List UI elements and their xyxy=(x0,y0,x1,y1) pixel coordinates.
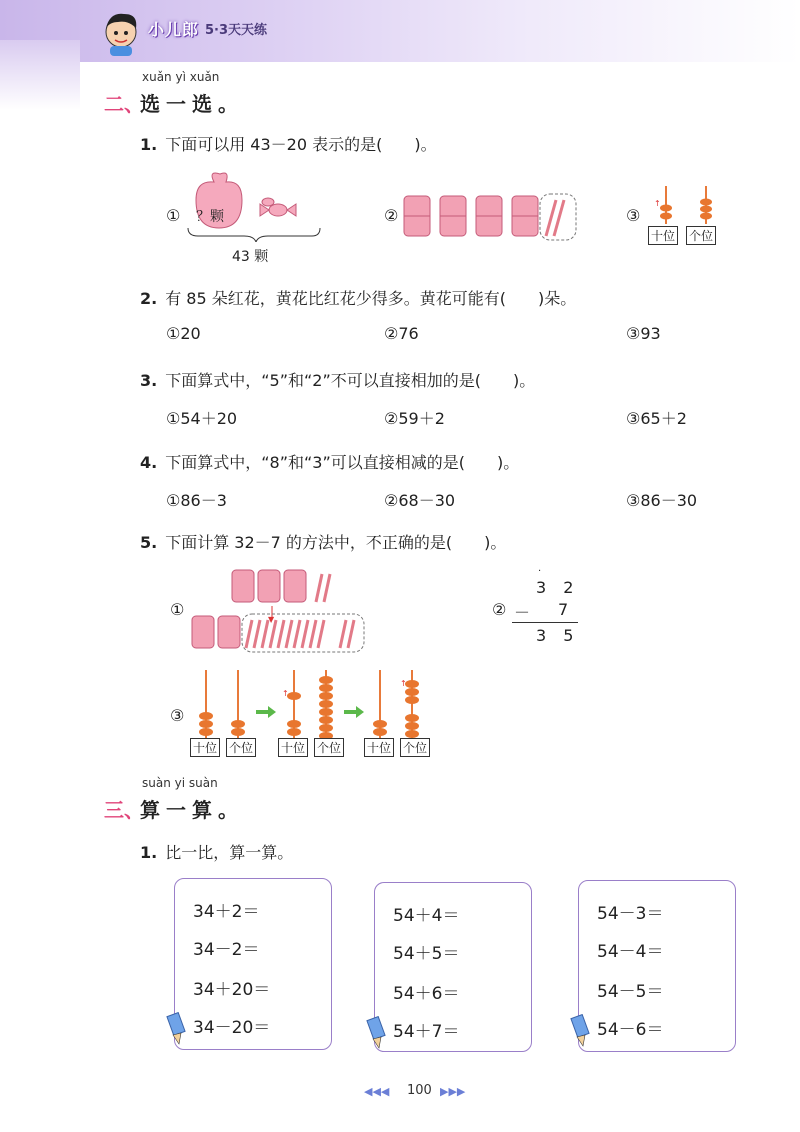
svg-text:↑: ↑ xyxy=(282,689,289,698)
tens-label-a: 十位 xyxy=(190,738,220,757)
equation[interactable]: 34－20＝ xyxy=(193,1018,271,1038)
header-fade xyxy=(0,40,80,110)
svg-text:↑: ↑ xyxy=(400,679,407,688)
q3-option-1[interactable]: ①54＋20 xyxy=(166,409,238,428)
question-number: 1. xyxy=(140,135,158,154)
equation[interactable]: 54－3＝ xyxy=(597,904,664,924)
calc-box-1 xyxy=(174,878,332,1050)
section3-pinyin: suàn yi suàn xyxy=(142,776,218,790)
q2-option-2[interactable]: ②76 xyxy=(384,324,419,343)
equation[interactable]: 54＋5＝ xyxy=(393,944,460,964)
question-text: 有 85 朵红花，黄花比红花少得多。黄花可能有( )朵。 xyxy=(165,289,577,308)
q1-option3-marker[interactable]: ③ xyxy=(626,206,641,225)
q5-option2-marker[interactable]: ② xyxy=(492,600,507,619)
question-number: 4. xyxy=(140,453,158,472)
question-text: 下面算式中，“8”和“3”可以直接相减的是( )。 xyxy=(165,453,520,472)
question-4 xyxy=(140,450,519,473)
bag-caption: 43 颗 xyxy=(232,249,269,265)
equation[interactable]: 54－4＝ xyxy=(597,942,664,962)
question-number: 1. xyxy=(140,843,158,862)
calc-box-3 xyxy=(578,880,736,1052)
q3-option-3[interactable]: ③65＋2 xyxy=(626,409,687,428)
section3-question-1 xyxy=(140,840,293,863)
abacus-q1 xyxy=(648,186,724,226)
q4-option-1[interactable]: ①86－3 xyxy=(166,491,227,510)
q4-option-2[interactable]: ②68－30 xyxy=(384,491,456,510)
equation[interactable]: 54＋6＝ xyxy=(393,984,460,1004)
question-2 xyxy=(140,286,576,309)
ones-label-b: 个位 xyxy=(314,738,344,757)
q2-option-1[interactable]: ①20 xyxy=(166,324,201,343)
question-text: 下面计算 32－7 的方法中，不正确的是( )。 xyxy=(165,533,507,552)
section2-pinyin: xuǎn yì xuǎn xyxy=(142,70,220,84)
vertical-line xyxy=(512,622,578,623)
q5-option3-marker[interactable]: ③ xyxy=(170,706,185,725)
svg-text:↑: ↑ xyxy=(654,199,661,208)
tens-label: 十位 xyxy=(648,226,678,245)
question-3 xyxy=(140,368,535,391)
ones-label-a: 个位 xyxy=(226,738,256,757)
vertical-subtrahend: 7 xyxy=(558,600,569,619)
sticks-regroup-illustration xyxy=(188,566,368,656)
pencil-icon xyxy=(164,1012,190,1046)
equation[interactable]: 34－2＝ xyxy=(193,940,260,960)
question-text: 比一比，算一算。 xyxy=(165,843,294,862)
equation[interactable]: 34＋20＝ xyxy=(193,980,271,1000)
equation[interactable]: 54－5＝ xyxy=(597,982,664,1002)
borrow-dot: · xyxy=(538,566,542,577)
equation[interactable]: 54＋7＝ xyxy=(393,1022,460,1042)
q5-option1-marker[interactable]: ① xyxy=(170,600,185,619)
question-text: 下面算式中，“5”和“2”不可以直接相加的是( )。 xyxy=(165,371,536,390)
question-number: 3. xyxy=(140,371,158,390)
q3-option-2[interactable]: ②59＋2 xyxy=(384,409,445,428)
vertical-top: 3 2 xyxy=(536,578,580,597)
question-text: 下面可以用 43－20 表示的是( )。 xyxy=(165,135,437,154)
pencil-icon xyxy=(364,1016,390,1050)
question-1 xyxy=(140,132,437,155)
q1-option2-marker[interactable]: ② xyxy=(384,206,399,225)
equation[interactable]: 54－6＝ xyxy=(597,1020,664,1040)
vertical-minus: － xyxy=(514,603,531,622)
boy-mascot-icon xyxy=(98,8,144,58)
brand-title: 小儿郎 xyxy=(148,20,200,39)
bag-label: ？颗 xyxy=(196,209,224,225)
pencil-icon xyxy=(568,1014,594,1048)
tens-label-c: 十位 xyxy=(364,738,394,757)
question-number: 5. xyxy=(140,533,158,552)
page-number: 100 xyxy=(407,1083,432,1098)
ones-label: 个位 xyxy=(686,226,716,245)
calc-box-2 xyxy=(374,882,532,1052)
question-5 xyxy=(140,530,506,553)
svg-text:▼: ▼ xyxy=(268,615,275,624)
abacus-sequence xyxy=(188,668,438,740)
next-arrows-icon: ▶▶▶ xyxy=(440,1085,466,1098)
ones-label-c: 个位 xyxy=(400,738,430,757)
equation[interactable]: 54＋4＝ xyxy=(393,906,460,926)
equation[interactable]: 34＋2＝ xyxy=(193,902,260,922)
section3-title: 算一算。 xyxy=(140,798,244,822)
q1-option1-marker[interactable]: ① xyxy=(166,206,181,225)
question-number: 2. xyxy=(140,289,158,308)
section2-number: 二、 xyxy=(104,92,144,116)
prev-arrows-icon: ◀◀◀ xyxy=(364,1085,390,1098)
tens-label-b: 十位 xyxy=(278,738,308,757)
vertical-result: 3 5 xyxy=(536,626,580,645)
q4-option-3[interactable]: ③86－30 xyxy=(626,491,698,510)
brand-series: 5·3天天练 xyxy=(205,23,268,38)
section2-title: 选一选。 xyxy=(140,92,244,116)
sticks-bundles-illustration xyxy=(402,192,582,244)
section3-number: 三、 xyxy=(104,798,144,822)
q2-option-3[interactable]: ③93 xyxy=(626,324,661,343)
